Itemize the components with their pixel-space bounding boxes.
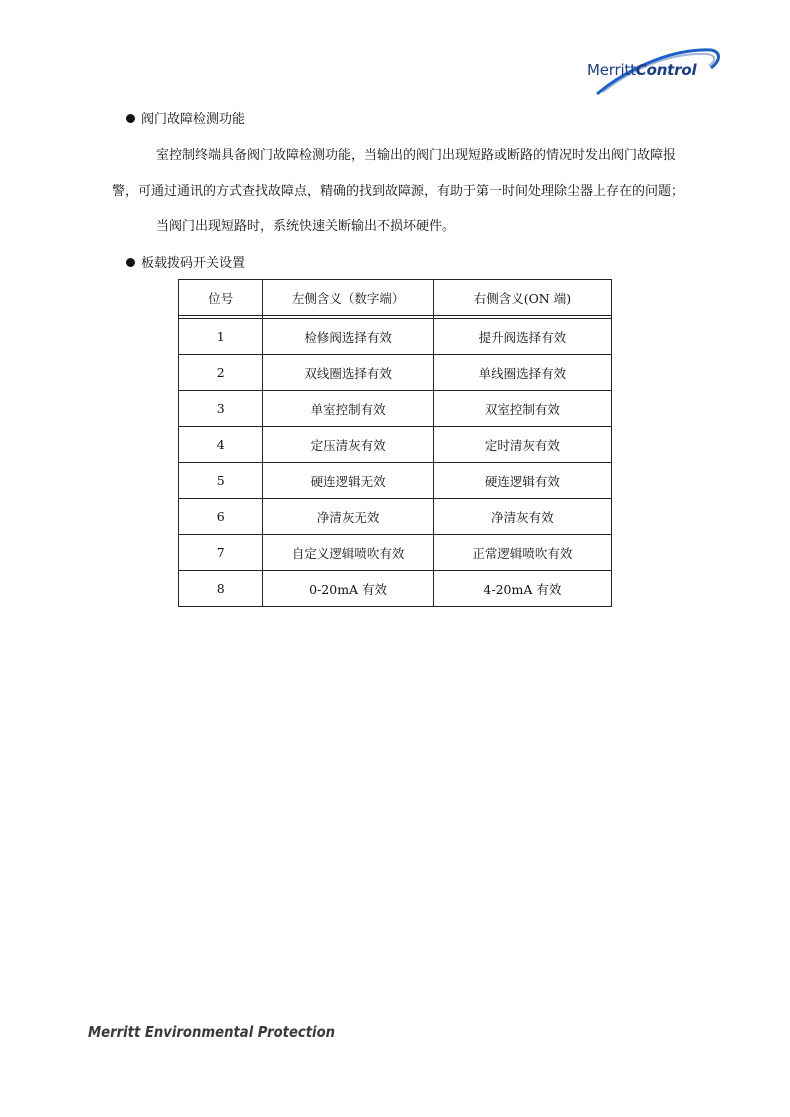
merritt-control-logo bbox=[583, 46, 723, 98]
cell-position: 2 bbox=[179, 355, 263, 391]
cell-right: 正常逻辑喷吹有效 bbox=[433, 535, 611, 571]
logo-text-bold: Control bbox=[635, 61, 697, 79]
cell-position: 4 bbox=[179, 427, 263, 463]
table-row bbox=[179, 427, 612, 463]
cell-right: 提升阀选择有效 bbox=[433, 319, 611, 355]
table-row bbox=[179, 391, 612, 427]
cell-left: 双线圈选择有效 bbox=[263, 355, 433, 391]
valve-para1-line2: 警，可通过通讯的方式查找故障点，精确的找到故障源，有助于第一时间处理除尘器上存在的问题； bbox=[112, 184, 685, 199]
logo-text bbox=[587, 61, 696, 79]
cell-left: 定压清灰有效 bbox=[263, 427, 433, 463]
table-row bbox=[179, 499, 612, 535]
table-row bbox=[179, 319, 612, 355]
header-left-meaning: 左侧含义（数字端） bbox=[263, 280, 433, 316]
cell-left: 检修阀选择有效 bbox=[263, 319, 433, 355]
dip-switch-table bbox=[178, 279, 612, 607]
cell-position: 7 bbox=[179, 535, 263, 571]
cell-right: 4-20mA 有效 bbox=[433, 571, 611, 607]
valve-para2: 当阀门出现短路时，系统快速关断输出不损坏硬件。 bbox=[156, 219, 456, 234]
header-position: 位号 bbox=[179, 280, 263, 316]
bullet-icon bbox=[126, 258, 135, 267]
cell-right: 单线圈选择有效 bbox=[433, 355, 611, 391]
cell-position: 6 bbox=[179, 499, 263, 535]
cell-position: 5 bbox=[179, 463, 263, 499]
heading-valve-fault bbox=[126, 111, 245, 129]
valve-para1-line1: 室控制终端具备阀门故障检测功能，当输出的阀门出现短路或断路的情况时发出阀门故障报 bbox=[156, 148, 677, 163]
table-header-row bbox=[179, 280, 612, 316]
cell-right: 双室控制有效 bbox=[433, 391, 611, 427]
cell-left: 单室控制有效 bbox=[263, 391, 433, 427]
logo-text-regular: Merritt bbox=[587, 61, 636, 79]
heading-dip-switch bbox=[126, 255, 245, 273]
cell-left: 自定义逻辑喷吹有效 bbox=[263, 535, 433, 571]
heading-valve-fault-text: 阀门故障检测功能 bbox=[141, 112, 246, 127]
bullet-icon bbox=[126, 114, 135, 123]
table-row bbox=[179, 355, 612, 391]
cell-right: 硬连逻辑有效 bbox=[433, 463, 611, 499]
cell-position: 8 bbox=[179, 571, 263, 607]
header-right-meaning: 右侧含义(ON 端) bbox=[433, 280, 611, 316]
heading-dip-switch-text: 板载拨码开关设置 bbox=[141, 256, 246, 271]
cell-right: 定时清灰有效 bbox=[433, 427, 611, 463]
table-row bbox=[179, 463, 612, 499]
table-row bbox=[179, 535, 612, 571]
cell-position: 3 bbox=[179, 391, 263, 427]
table-row bbox=[179, 571, 612, 607]
cell-left: 硬连逻辑无效 bbox=[263, 463, 433, 499]
cell-right: 净清灰有效 bbox=[433, 499, 611, 535]
cell-position: 1 bbox=[179, 319, 263, 355]
cell-left: 净清灰无效 bbox=[263, 499, 433, 535]
cell-left: 0-20mA 有效 bbox=[263, 571, 433, 607]
footer-company-name: Merritt Environmental Protection bbox=[88, 1023, 336, 1041]
